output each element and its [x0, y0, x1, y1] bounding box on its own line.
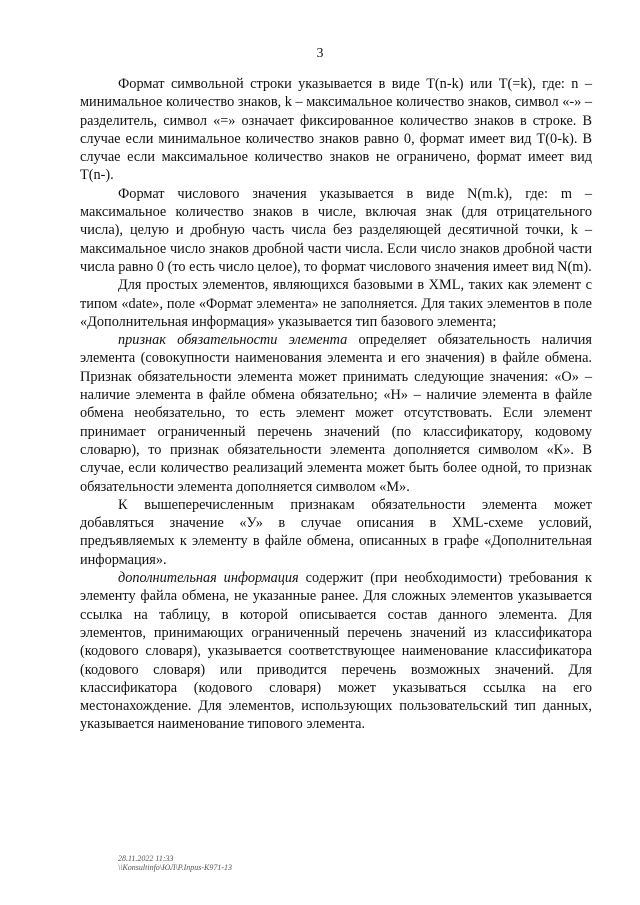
- term-mandatory-flag: признак обязательности элемента: [118, 332, 348, 349]
- paragraph-number-format: Формат числового значения указывается в виде N(m.k), где: m – максимальное количество знаков в числе, включая знак (для отрицательного числа), целую и дробную часть числа без разделяющей десятичной точки, k – максимальное число знаков дробной части числа. Если число знаков дробной части числа равно 0 (то есть число целое), то формат числового значения имеет вид N(m).: [80, 185, 592, 275]
- paragraph-additional-info-text: содержит (при необходимости) требования к элементу файла обмена, не указанные ранее. Для сложных элементов указывается ссылка на таблицу, в которой описывается состав данного элемента. Для элементов, принимающих ограниченный перечень значений из классификатора (кодового словаря), указывается соответствующее наименование классификатора (кодового словаря) или приводится перечень возможных значений. Для классификатора (кодового словаря) может указываться ссылка на его местонахождение. Для элементов, использующих пользовательский тип данных, указывается наименование типового элемента.: [80, 570, 592, 733]
- paragraph-additional-info: [80, 569, 592, 734]
- paragraph-mandatory-flag-text: определяет обязательность наличия элемента (совокупности наименования элемента и его значения) в файле обмена. Признак обязательности элемента может принимать следующие значения: «О» – наличие элемента в файле обмена обязательно; «Н» – наличие элемента в файле обмена необязательно, то есть элемент может отсутствовать. Если элемент принимает ограниченный перечень значений (по классификатору, кодовому словарю), то признак обязательности элемента дополняется символом «К». В случае, если количество реализаций элемента может быть более одной, то признак обязательности элемента дополняется символом «М».: [80, 332, 592, 495]
- term-additional-info: дополнительная информация: [118, 570, 299, 587]
- paragraph-conditional-flag: К вышеперечисленным признакам обязательности элемента может добавляться значение «У» в случае описания в XML-схеме условий, предъявляемых к элементу в файле обмена, описанных в графе «Дополнительная информация».: [80, 496, 592, 568]
- footer-timestamp: 28.11.2022 11:33: [118, 854, 174, 863]
- document-body: [80, 75, 592, 734]
- print-footer: [118, 854, 232, 872]
- paragraph-simple-elements: Для простых элементов, являющихся базовыми в XML, таких как элемент с типом «date», поле «Формат элемента» не заполняется. Для таких элементов в поле «Дополнительная информация» указывается тип базового элемента;: [80, 277, 592, 330]
- page-number: 3: [316, 46, 324, 61]
- paragraph-string-format: Формат символьной строки указывается в виде T(n-k) или T(=k), где: n – минимальное количество знаков, k – максимальное количество знаков, символ «-» – разделитель, символ «=» означает фиксированное количество знаков в строке. В случае если минимальное количество знаков равно 0, формат имеет вид T(0-k). В случае если максимальное количество знаков не ограничено, формат имеет вид T(n-).: [80, 76, 592, 184]
- paragraph-mandatory-flag: [80, 331, 592, 496]
- footer-path: \\Konsultinfo\ЮЛ\P.Inpus-K971-13: [118, 863, 233, 872]
